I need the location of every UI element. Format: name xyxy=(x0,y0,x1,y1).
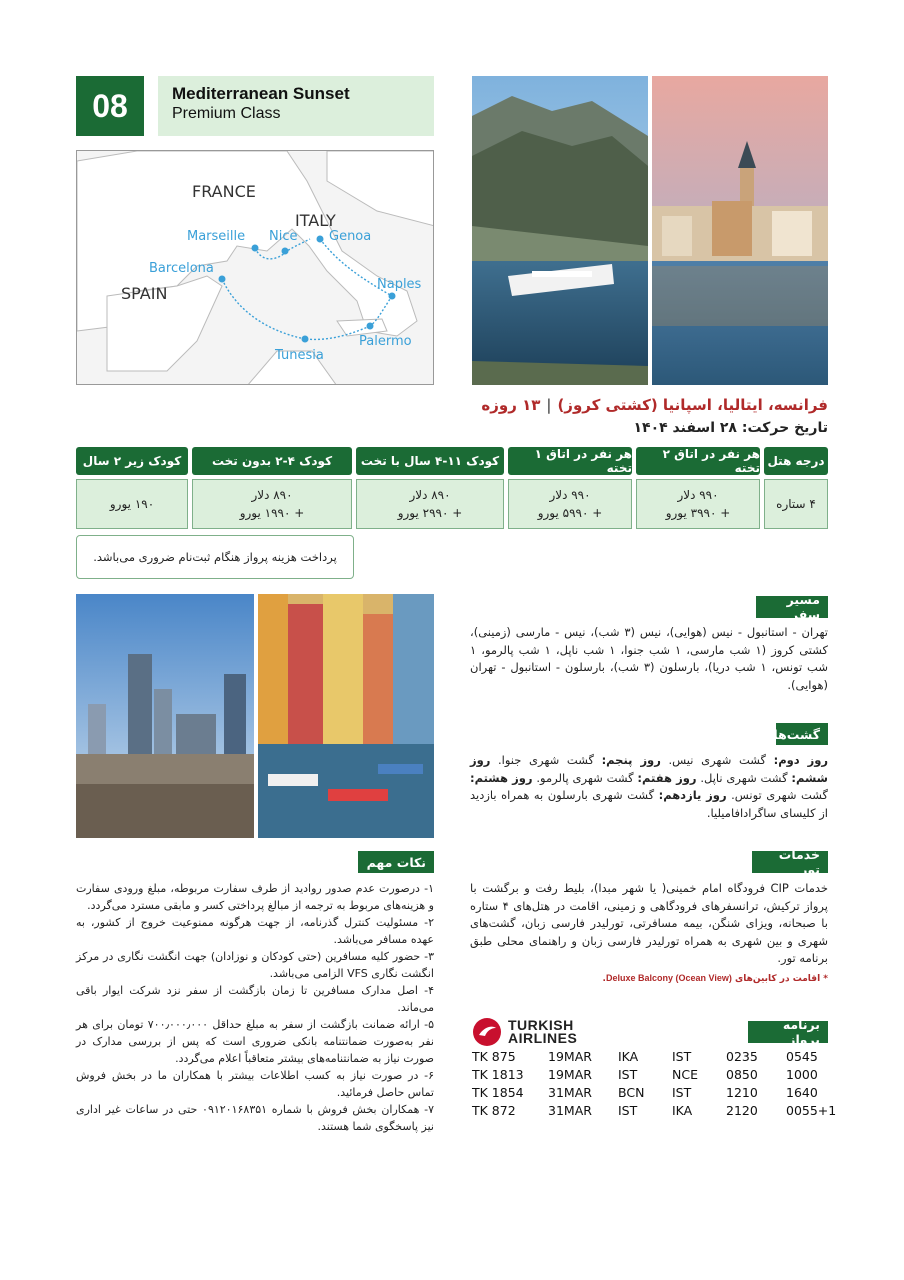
flight-payment-note: پرداخت هزینه پرواز هنگام ثبت‌نام ضروری می‌باشد. xyxy=(76,535,354,579)
flight-arrival: 0545 xyxy=(786,1049,818,1064)
tour-desc: گشت شهری پالرمو. xyxy=(536,770,634,785)
tour-subtitle: Premium Class xyxy=(172,105,281,122)
flight-row xyxy=(472,1103,837,1121)
flight-date: 31MAR xyxy=(548,1103,592,1118)
tour-desc: گشت شهری بارسلون به همراه بازدید از کلیسای ساگرادافامیلیا. xyxy=(470,788,828,820)
note-item: ۶- در صورت نیاز به کسب اطلاعات بیشتر با همکاران ما در بخش فروش تماس حاصل فرمائید. xyxy=(76,1069,434,1099)
route-heading-text: مسیر سفر xyxy=(786,592,820,622)
flight-from: IST xyxy=(618,1067,638,1082)
country-label-italy: ITALY xyxy=(295,211,336,230)
tour-title-box xyxy=(158,76,434,136)
flight-row xyxy=(472,1067,832,1085)
note-item: ۷- همکاران بخش فروش با شماره ۰۹۱۲۰۱۶۸۳۵۱ حتی در ساعات غیر اداری نیز پاسخگوی شما هستند. xyxy=(76,1103,434,1133)
country-label-france: FRANCE xyxy=(192,182,256,201)
notes-heading-text: نکات مهم xyxy=(366,854,426,870)
route-text: تهران - استانبول - نیس (هوایی)، نیس (۳ شب)، نیس - مارسی (زمینی)، کشتی کروز (۱ شب مارسی، ۱ شب جنوا، ۱ شب ناپل، ۱ شب پالرمو، ۱ شب تونس، ۱ شب دریا)، بارسلون (۳ شب)، بارسلون - استانبول - تهران (هوایی). xyxy=(470,625,828,692)
tour-desc: گشت شهری ناپل. xyxy=(700,770,788,785)
header-child-no-bed: کودک ۴-۲ بدون تخت xyxy=(192,447,352,475)
cell-child-no-bed xyxy=(192,479,352,529)
flight-to: IKA xyxy=(672,1103,693,1118)
tour-desc: گشت شهری جنوا. xyxy=(498,753,594,767)
flight-number: TK 875 xyxy=(472,1049,516,1064)
header-child-with-bed: کودک ۱۱-۴ سال با تخت xyxy=(356,447,504,475)
cell-infant xyxy=(76,479,188,529)
price-line: + ۲۹۹۰ یورو xyxy=(397,506,463,520)
photo-frankfurt-skyline xyxy=(76,594,254,838)
flight-schedule-heading xyxy=(748,1017,828,1047)
note-item: ۱- درصورت عدم صدور روادید از طرف سفارت مربوطه، مبلغ ورودی سفارت و هزینه‌های مربوط به ترجمه از مبالغ پرداختی کسر و مابقی مسترد می‌گردد. xyxy=(76,882,434,912)
country-label-spain: SPAIN xyxy=(121,284,168,303)
services-heading xyxy=(752,847,828,877)
tour-day: روز هفتم: xyxy=(637,770,697,785)
tours-heading xyxy=(773,723,828,745)
flight-to: IST xyxy=(672,1049,692,1064)
note-item: ۲- مسئولیت کنترل گذرنامه، از جهت هرگونه ممنوعیت خروج از کشور، به عهده مسافر می‌باشد. xyxy=(76,916,434,946)
price-line: ۸۹۰ دلار xyxy=(409,488,451,502)
airline-name-line1: TURKISH xyxy=(508,1017,574,1033)
price-line: + ۳۹۹۰ یورو xyxy=(665,506,731,520)
turkish-airlines-logo xyxy=(472,1016,612,1048)
notes-list xyxy=(76,880,434,1135)
tour-desc: گشت شهری تونس. xyxy=(731,788,829,802)
flight-from: IST xyxy=(618,1103,638,1118)
services-text: خدمات CIP فرودگاه امام خمینی( یا شهر مبدا)، بلیط رفت و برگشت با پرواز ترکیش، ترانسفرهای فرودگاهی و زمینی، اقامت در هتل‌های ۴ ستاره با صبحانه، ویزای شنگن، بیمه مسافرتی، تورلیدر فارسی زبان، گشت‌های شهری و بین شهری به همراه تورلیدر فارسی زبان و راهنمای محلی طبق برنامه تور. xyxy=(470,881,829,965)
services-heading-text: خدمات تور xyxy=(778,847,820,877)
tour-day: روز ششم: xyxy=(470,753,828,785)
cell-single-room xyxy=(508,479,632,529)
city-label-naples: Naples xyxy=(377,277,422,292)
price-line: ۹۹۰ دلار xyxy=(677,488,719,502)
flight-to: NCE xyxy=(672,1067,698,1082)
flight-to: IST xyxy=(672,1085,692,1100)
route-map xyxy=(76,150,434,385)
airline-name-line2: AIRLINES xyxy=(508,1030,578,1046)
tour-day: روز هشتم: xyxy=(470,770,533,785)
trip-title xyxy=(398,396,828,414)
header-infant: کودک زیر ۲ سال xyxy=(76,447,188,475)
flight-departure: 0850 xyxy=(726,1067,758,1082)
tour-day: روز دوم: xyxy=(773,753,829,767)
trip-destinations: فرانسه، ایتالیا، اسپانیا (کشتی کروز) xyxy=(557,396,828,414)
flight-number: TK 872 xyxy=(472,1103,516,1118)
notes-heading xyxy=(358,851,434,873)
route-map-svg xyxy=(77,151,434,385)
tours-text xyxy=(470,752,828,822)
photo-lakeside-town xyxy=(652,76,828,385)
flight-schedule-heading-text: برنامه پرواز xyxy=(782,1017,820,1047)
tour-number: 08 xyxy=(92,87,128,124)
city-label-nice: Nice xyxy=(269,229,298,244)
flight-schedule xyxy=(472,1049,837,1121)
city-label-genoa: Genoa xyxy=(329,229,372,244)
flight-arrival: 1000 xyxy=(786,1067,818,1082)
route-heading xyxy=(756,592,828,622)
flight-number: TK 1854 xyxy=(472,1085,524,1100)
flight-from: IKA xyxy=(618,1049,639,1064)
flight-arrival: 1640 xyxy=(786,1085,818,1100)
flight-row xyxy=(472,1049,832,1067)
cell-child-with-bed xyxy=(356,479,504,529)
note-item: ۳- حضور کلیه مسافرین (حتی کودکان و نوزادان) جهت انگشت نگاری در مرکز انگشت نگاری VFS الزامی می‌باشد. xyxy=(76,950,434,980)
flight-departure: 0235 xyxy=(726,1049,758,1064)
cell-hotel-class xyxy=(764,479,828,529)
flight-date: 31MAR xyxy=(548,1085,592,1100)
price-line: + ۵۹۹۰ یورو xyxy=(537,506,603,520)
cabin-note-prefix: * اقامت در کابین‌های xyxy=(735,974,828,984)
hotel-class-value: ۴ ستاره xyxy=(776,497,816,511)
turkish-airlines-icon xyxy=(472,1017,502,1047)
header-single-room: هر نفر در اتاق ۱ تخته xyxy=(508,447,632,475)
cabin-note-suffix: . xyxy=(602,974,606,984)
flight-from: BCN xyxy=(618,1085,645,1100)
photo-harbor-colorful-houses xyxy=(258,594,434,838)
flight-number: TK 1813 xyxy=(472,1067,524,1082)
city-label-palermo: Palermo xyxy=(359,334,412,349)
flight-date: 19MAR xyxy=(548,1067,592,1082)
flight-departure: 2120 xyxy=(726,1103,758,1118)
tour-title: Mediterranean Sunset xyxy=(172,84,350,103)
tours-heading-text: گشت‌ها xyxy=(773,726,820,742)
photo-cruise-ship-bay xyxy=(472,76,648,385)
cabin-note xyxy=(478,973,828,984)
price-line: ۸۹۰ دلار xyxy=(251,488,293,502)
cell-double-room xyxy=(636,479,760,529)
tour-number-badge xyxy=(76,76,144,136)
price-line: ۱۹۰ یورو xyxy=(109,497,155,511)
header-hotel-class: درجه هتل xyxy=(764,447,828,475)
flight-arrival: 0055+1 xyxy=(786,1103,837,1118)
city-label-barcelona: Barcelona xyxy=(149,261,214,276)
flight-date: 19MAR xyxy=(548,1049,592,1064)
price-table xyxy=(76,447,828,531)
note-item: ۵- ارائه ضمانت بازگشت از سفر به مبلغ حداقل ۷۰۰٫۰۰۰٫۰۰۰ تومان برای هر نفر به‌صورت ضمانتنامه بانکی ضروری است که پس از بررسی مدارک در صورت نیاز به ضمانتنامه‌های بیشتر متعاقباً اعلام می‌گردد. xyxy=(76,1018,434,1065)
trip-title-separator: | xyxy=(546,396,552,414)
cabin-type: Deluxe Balcony (Ocean View) xyxy=(605,973,732,983)
price-line: + ۱۹۹۰ یورو xyxy=(239,506,305,520)
city-label-tunesia: Tunesia xyxy=(275,348,324,363)
tour-desc: گشت شهری نیس. xyxy=(668,753,766,767)
price-line: ۹۹۰ دلار xyxy=(549,488,591,502)
city-label-marseille: Marseille xyxy=(187,229,246,244)
departure-date: تاریخ حرکت: ۲۸ اسفند ۱۴۰۴ xyxy=(633,420,828,436)
trip-duration: ۱۳ روزه xyxy=(481,396,541,414)
flight-row xyxy=(472,1085,832,1103)
tour-day: روز یازدهم: xyxy=(658,788,727,802)
header-double-room: هر نفر در اتاق ۲ تخته xyxy=(636,447,760,475)
airline-name xyxy=(508,1019,577,1045)
flight-departure: 1210 xyxy=(726,1085,758,1100)
note-item: ۴- اصل مدارک مسافرین تا زمان بازگشت از سفر نزد شرکت ایوار باقی می‌ماند. xyxy=(76,984,434,1014)
tour-day: روز پنجم: xyxy=(601,753,661,767)
